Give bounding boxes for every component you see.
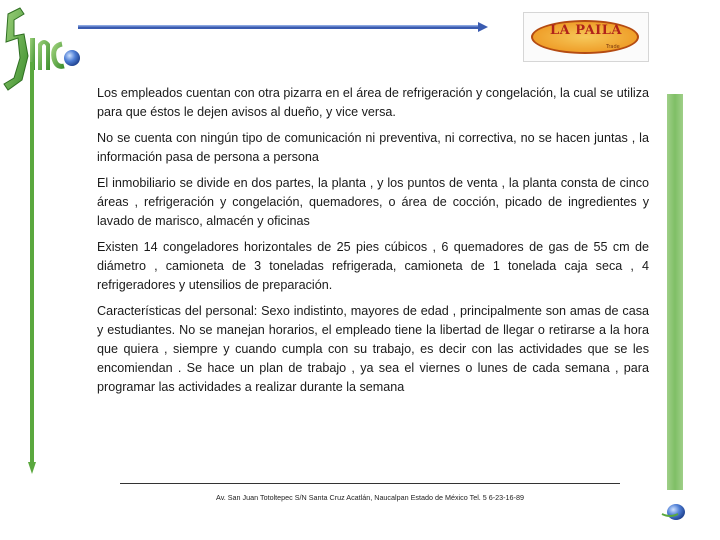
right-vertical-bar [667,94,683,490]
brand-sub: Trade [606,44,620,50]
paragraph-no-communication: No se cuenta con ningún tipo de comunicación ni preventiva, ni correctiva, no se hacen juntas , la información pasa de persona a persona [97,131,649,164]
paragraph-facilities: El inmobiliario se divide en dos partes, la planta , y los puntos de venta , la planta consta de cinco áreas , refrigeración y congelación, quemadores, o área de cocción, picado de ingredientes y lavado de marisco, almacén y oficinas [97,176,649,228]
footer-address: Av. San Juan Totoltepec S/N Santa Cruz Acatlán, Naucalpan Estado de México Tel. 5 6-23-16-89 [216,493,524,502]
brand-name: LA PAILA [550,23,622,38]
left-vertical-rule [28,62,36,474]
la-paila-logo [523,12,649,62]
paragraph-personnel: Características del personal: Sexo indistinto, mayores de edad , principalmente son amas de casa y estudiantes. No se manejan horarios, el empleado tiene la libertad de llegar o retirarse a la hora que quiera , siempre y cuando cumpla con su trabajo, es decir con las actividades que se les encomiendan . Se hace un plan de trabajo , ya sea el viernes o lunes de cada semana , para programar las actividades a realizar durante la semana [97,304,649,394]
footer-rule [120,483,620,484]
paragraph-communication-board: Los empleados cuentan con otra pizarra en el área de refrigeración y congelación, la cual se utiliza para que éstos le dejen avisos al dueño, y vice versa. [97,86,649,119]
document-body [97,84,649,404]
5inco-logo [0,0,100,110]
paragraph-equipment: Existen 14 congeladores horizontales de 25 pies cúbicos , 6 quemadores de gas de 55 cm de diámetro , camioneta de 3 toneladas refrigerada, camioneta de 1 tonelada caja seca , 4 refrigeradores y utensilios de preparación. [97,240,649,292]
header-rule [78,22,488,32]
blue-ball-icon [660,500,686,522]
